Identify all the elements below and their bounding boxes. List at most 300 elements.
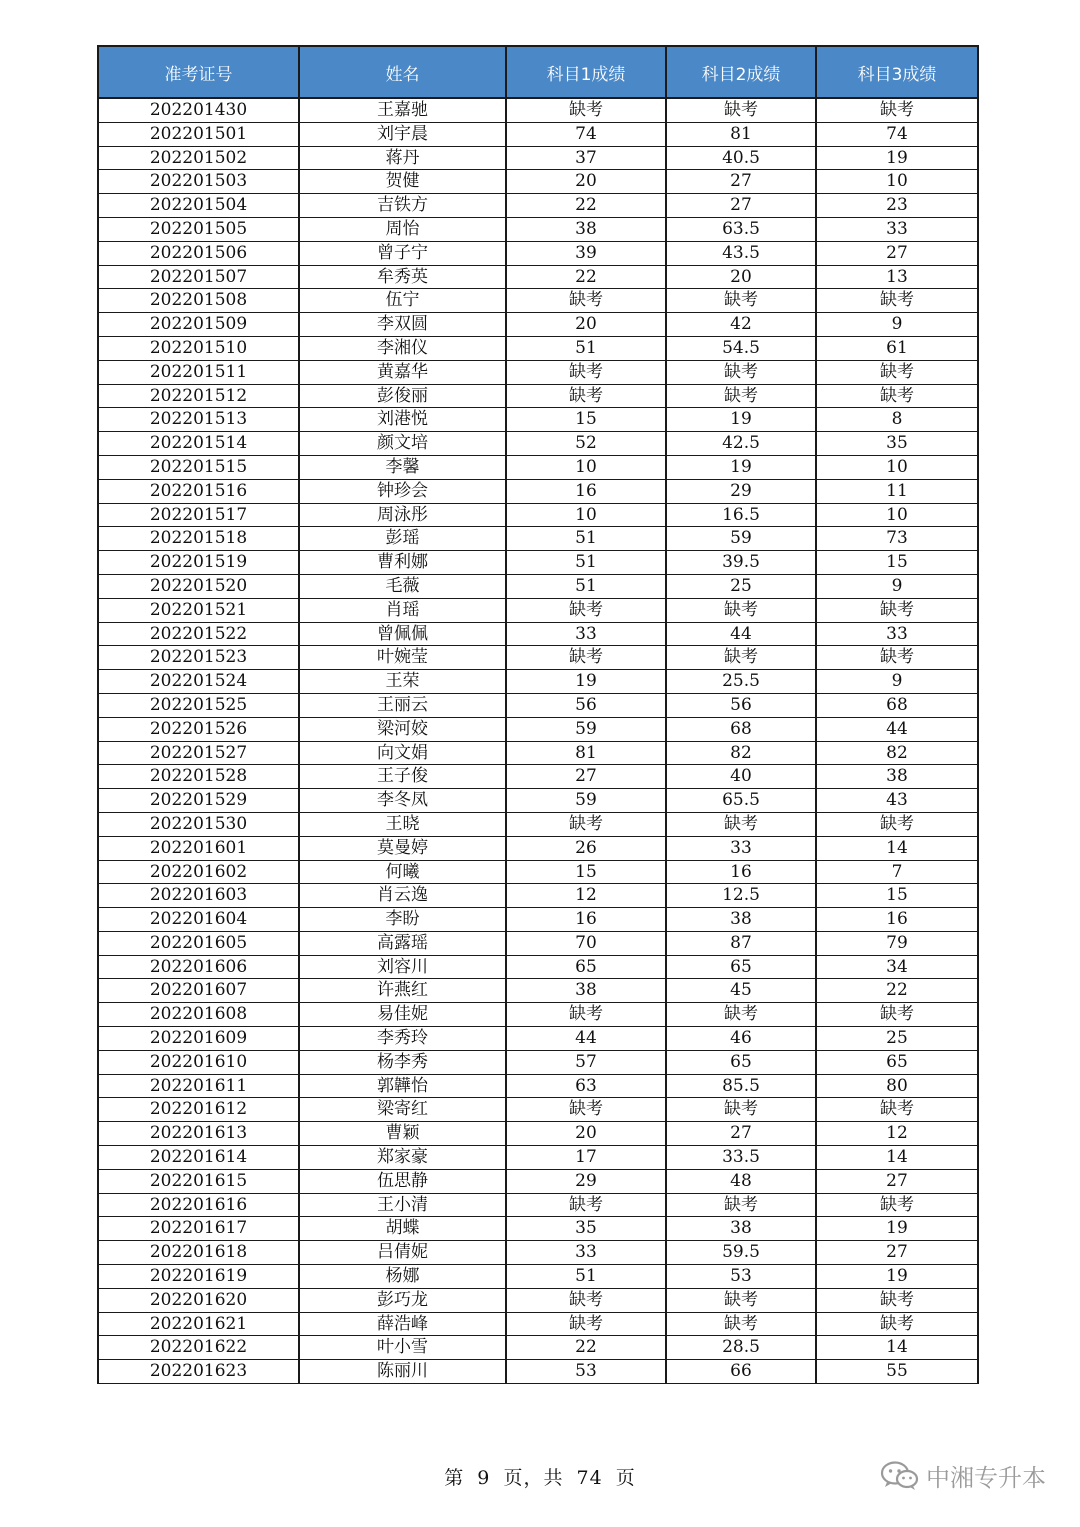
cell-exam-id: 202201501 — [98, 122, 299, 146]
page-suffix: 页 — [615, 1467, 636, 1489]
cell-exam-id: 202201527 — [98, 741, 299, 765]
cell-exam-id: 202201504 — [98, 194, 299, 218]
table-row — [98, 836, 978, 860]
cell-subject-3: 14 — [816, 836, 978, 860]
table-row — [98, 1098, 978, 1122]
cell-subject-3: 65 — [816, 1050, 978, 1074]
table-row — [98, 598, 978, 622]
cell-name: 何曦 — [299, 860, 506, 884]
cell-name: 陈丽川 — [299, 1360, 506, 1384]
cell-subject-2: 42 — [666, 313, 816, 337]
cell-subject-2: 缺考 — [666, 646, 816, 670]
table-row — [98, 931, 978, 955]
cell-name: 王小清 — [299, 1193, 506, 1217]
cell-name: 易佳妮 — [299, 1003, 506, 1027]
table-header — [98, 46, 978, 98]
cell-subject-2: 缺考 — [666, 1288, 816, 1312]
table-row — [98, 860, 978, 884]
cell-subject-1: 缺考 — [506, 289, 666, 313]
cell-subject-2: 56 — [666, 693, 816, 717]
cell-exam-id: 202201607 — [98, 979, 299, 1003]
cell-subject-1: 缺考 — [506, 1098, 666, 1122]
cell-exam-id: 202201616 — [98, 1193, 299, 1217]
table-row — [98, 265, 978, 289]
table-row — [98, 812, 978, 836]
table-row — [98, 741, 978, 765]
cell-name: 叶婉莹 — [299, 646, 506, 670]
cell-exam-id: 202201430 — [98, 98, 299, 122]
table-row — [98, 1122, 978, 1146]
cell-name: 杨娜 — [299, 1265, 506, 1289]
cell-subject-3: 19 — [816, 1217, 978, 1241]
table-row — [98, 503, 978, 527]
cell-subject-1: 44 — [506, 1027, 666, 1051]
table-row — [98, 170, 978, 194]
cell-name: 胡蝶 — [299, 1217, 506, 1241]
cell-name: 刘宇晨 — [299, 122, 506, 146]
table-row — [98, 574, 978, 598]
cell-exam-id: 202201518 — [98, 527, 299, 551]
cell-subject-3: 缺考 — [816, 1193, 978, 1217]
cell-subject-2: 65 — [666, 1050, 816, 1074]
cell-subject-2: 12.5 — [666, 884, 816, 908]
table-row — [98, 908, 978, 932]
cell-name: 王嘉驰 — [299, 98, 506, 122]
cell-subject-1: 20 — [506, 1122, 666, 1146]
cell-subject-3: 22 — [816, 979, 978, 1003]
table-row — [98, 1169, 978, 1193]
cell-subject-3: 73 — [816, 527, 978, 551]
table-row — [98, 527, 978, 551]
cell-subject-3: 82 — [816, 741, 978, 765]
cell-subject-3: 55 — [816, 1360, 978, 1384]
cell-subject-2: 48 — [666, 1169, 816, 1193]
cell-subject-2: 46 — [666, 1027, 816, 1051]
cell-name: 伍宁 — [299, 289, 506, 313]
cell-subject-3: 缺考 — [816, 598, 978, 622]
cell-exam-id: 202201605 — [98, 931, 299, 955]
cell-subject-1: 70 — [506, 931, 666, 955]
cell-subject-1: 12 — [506, 884, 666, 908]
cell-exam-id: 202201509 — [98, 313, 299, 337]
cell-subject-1: 38 — [506, 979, 666, 1003]
cell-subject-1: 22 — [506, 265, 666, 289]
cell-name: 王荣 — [299, 670, 506, 694]
score-table — [97, 45, 979, 1384]
cell-subject-1: 63 — [506, 1074, 666, 1098]
cell-name: 刘港悦 — [299, 408, 506, 432]
cell-subject-1: 缺考 — [506, 98, 666, 122]
cell-exam-id: 202201525 — [98, 693, 299, 717]
cell-subject-2: 缺考 — [666, 384, 816, 408]
cell-exam-id: 202201521 — [98, 598, 299, 622]
cell-subject-2: 38 — [666, 908, 816, 932]
cell-name: 彭俊丽 — [299, 384, 506, 408]
cell-name: 杨李秀 — [299, 1050, 506, 1074]
cell-subject-1: 10 — [506, 503, 666, 527]
cell-name: 李秀玲 — [299, 1027, 506, 1051]
cell-subject-3: 缺考 — [816, 1098, 978, 1122]
cell-subject-2: 缺考 — [666, 1312, 816, 1336]
cell-name: 李盼 — [299, 908, 506, 932]
table-row — [98, 646, 978, 670]
cell-subject-2: 59 — [666, 527, 816, 551]
cell-subject-3: 缺考 — [816, 1288, 978, 1312]
cell-subject-2: 44 — [666, 622, 816, 646]
cell-subject-3: 10 — [816, 503, 978, 527]
table-row — [98, 979, 978, 1003]
cell-subject-2: 42.5 — [666, 432, 816, 456]
table-body — [98, 98, 978, 1384]
cell-subject-3: 缺考 — [816, 289, 978, 313]
cell-subject-3: 27 — [816, 1241, 978, 1265]
cell-name: 肖瑶 — [299, 598, 506, 622]
cell-exam-id: 202201608 — [98, 1003, 299, 1027]
table-row — [98, 194, 978, 218]
table-row — [98, 670, 978, 694]
cell-subject-2: 27 — [666, 170, 816, 194]
table-row — [98, 1241, 978, 1265]
cell-subject-3: 80 — [816, 1074, 978, 1098]
table-row — [98, 241, 978, 265]
cell-subject-1: 57 — [506, 1050, 666, 1074]
cell-exam-id: 202201609 — [98, 1027, 299, 1051]
cell-subject-2: 33 — [666, 836, 816, 860]
cell-exam-id: 202201529 — [98, 789, 299, 813]
cell-subject-2: 缺考 — [666, 1098, 816, 1122]
cell-subject-3: 38 — [816, 765, 978, 789]
cell-subject-3: 43 — [816, 789, 978, 813]
cell-subject-1: 51 — [506, 336, 666, 360]
cell-subject-1: 59 — [506, 789, 666, 813]
cell-subject-1: 37 — [506, 146, 666, 170]
cell-exam-id: 202201606 — [98, 955, 299, 979]
cell-name: 许燕红 — [299, 979, 506, 1003]
cell-subject-2: 缺考 — [666, 1003, 816, 1027]
cell-subject-2: 38 — [666, 1217, 816, 1241]
cell-subject-3: 35 — [816, 432, 978, 456]
cell-subject-1: 51 — [506, 574, 666, 598]
cell-subject-2: 25.5 — [666, 670, 816, 694]
cell-name: 郑家豪 — [299, 1146, 506, 1170]
cell-subject-3: 15 — [816, 551, 978, 575]
cell-name: 曾佩佩 — [299, 622, 506, 646]
cell-subject-3: 11 — [816, 479, 978, 503]
table-row — [98, 622, 978, 646]
cell-exam-id: 202201523 — [98, 646, 299, 670]
cell-exam-id: 202201522 — [98, 622, 299, 646]
cell-exam-id: 202201508 — [98, 289, 299, 313]
cell-subject-3: 19 — [816, 1265, 978, 1289]
cell-name: 肖云逸 — [299, 884, 506, 908]
cell-exam-id: 202201506 — [98, 241, 299, 265]
cell-subject-2: 53 — [666, 1265, 816, 1289]
cell-exam-id: 202201502 — [98, 146, 299, 170]
cell-subject-3: 10 — [816, 455, 978, 479]
cell-subject-1: 16 — [506, 908, 666, 932]
header-exam-id: 准考证号 — [98, 46, 299, 98]
cell-subject-1: 35 — [506, 1217, 666, 1241]
watermark — [880, 1458, 1046, 1493]
cell-subject-3: 9 — [816, 670, 978, 694]
cell-name: 曹利娜 — [299, 551, 506, 575]
cell-subject-3: 缺考 — [816, 98, 978, 122]
cell-subject-1: 51 — [506, 527, 666, 551]
cell-subject-3: 27 — [816, 1169, 978, 1193]
table-row — [98, 432, 978, 456]
cell-subject-2: 68 — [666, 717, 816, 741]
cell-subject-2: 缺考 — [666, 598, 816, 622]
cell-subject-3: 79 — [816, 931, 978, 955]
cell-name: 毛薇 — [299, 574, 506, 598]
cell-subject-3: 14 — [816, 1146, 978, 1170]
cell-subject-2: 缺考 — [666, 812, 816, 836]
cell-subject-1: 81 — [506, 741, 666, 765]
table-row — [98, 1217, 978, 1241]
table-row — [98, 1336, 978, 1360]
cell-exam-id: 202201510 — [98, 336, 299, 360]
cell-name: 李馨 — [299, 455, 506, 479]
cell-subject-2: 54.5 — [666, 336, 816, 360]
cell-subject-1: 缺考 — [506, 812, 666, 836]
wechat-icon — [880, 1460, 920, 1492]
cell-subject-1: 缺考 — [506, 360, 666, 384]
cell-subject-2: 16 — [666, 860, 816, 884]
cell-subject-1: 缺考 — [506, 1003, 666, 1027]
cell-exam-id: 202201602 — [98, 860, 299, 884]
table-row — [98, 1146, 978, 1170]
cell-subject-2: 85.5 — [666, 1074, 816, 1098]
cell-exam-id: 202201511 — [98, 360, 299, 384]
cell-exam-id: 202201613 — [98, 1122, 299, 1146]
cell-subject-2: 19 — [666, 455, 816, 479]
cell-name: 蒋丹 — [299, 146, 506, 170]
cell-subject-2: 20 — [666, 265, 816, 289]
table-row — [98, 884, 978, 908]
cell-name: 梁寄红 — [299, 1098, 506, 1122]
cell-exam-id: 202201614 — [98, 1146, 299, 1170]
cell-subject-1: 10 — [506, 455, 666, 479]
cell-subject-1: 51 — [506, 1265, 666, 1289]
cell-name: 高露瑶 — [299, 931, 506, 955]
cell-name: 郭韡怡 — [299, 1074, 506, 1098]
cell-exam-id: 202201611 — [98, 1074, 299, 1098]
cell-subject-1: 22 — [506, 1336, 666, 1360]
cell-subject-3: 缺考 — [816, 812, 978, 836]
page-mid: 页，共 — [503, 1467, 564, 1489]
cell-subject-2: 28.5 — [666, 1336, 816, 1360]
cell-subject-1: 33 — [506, 1241, 666, 1265]
cell-subject-3: 34 — [816, 955, 978, 979]
cell-name: 李湘仪 — [299, 336, 506, 360]
cell-subject-2: 缺考 — [666, 1193, 816, 1217]
cell-exam-id: 202201620 — [98, 1288, 299, 1312]
cell-subject-3: 25 — [816, 1027, 978, 1051]
table-row — [98, 717, 978, 741]
cell-subject-2: 66 — [666, 1360, 816, 1384]
cell-name: 王丽云 — [299, 693, 506, 717]
cell-subject-3: 74 — [816, 122, 978, 146]
table-row — [98, 1027, 978, 1051]
cell-subject-2: 33.5 — [666, 1146, 816, 1170]
cell-subject-2: 缺考 — [666, 289, 816, 313]
cell-exam-id: 202201618 — [98, 1241, 299, 1265]
cell-exam-id: 202201623 — [98, 1360, 299, 1384]
cell-name: 黄嘉华 — [299, 360, 506, 384]
table-row — [98, 1265, 978, 1289]
cell-subject-2: 27 — [666, 194, 816, 218]
table-row — [98, 217, 978, 241]
table-row — [98, 955, 978, 979]
cell-name: 吕倩妮 — [299, 1241, 506, 1265]
cell-subject-1: 53 — [506, 1360, 666, 1384]
table-row — [98, 408, 978, 432]
cell-subject-1: 65 — [506, 955, 666, 979]
cell-name: 薛浩峰 — [299, 1312, 506, 1336]
cell-exam-id: 202201513 — [98, 408, 299, 432]
cell-subject-3: 44 — [816, 717, 978, 741]
cell-exam-id: 202201517 — [98, 503, 299, 527]
cell-subject-2: 40 — [666, 765, 816, 789]
cell-subject-2: 缺考 — [666, 98, 816, 122]
cell-subject-1: 16 — [506, 479, 666, 503]
cell-subject-1: 缺考 — [506, 646, 666, 670]
cell-name: 李冬凤 — [299, 789, 506, 813]
cell-subject-1: 38 — [506, 217, 666, 241]
cell-subject-2: 63.5 — [666, 217, 816, 241]
cell-name: 王子俊 — [299, 765, 506, 789]
table-row — [98, 313, 978, 337]
cell-exam-id: 202201524 — [98, 670, 299, 694]
cell-exam-id: 202201516 — [98, 479, 299, 503]
cell-exam-id: 202201507 — [98, 265, 299, 289]
cell-exam-id: 202201617 — [98, 1217, 299, 1241]
cell-name: 曹颖 — [299, 1122, 506, 1146]
cell-subject-2: 82 — [666, 741, 816, 765]
cell-subject-1: 33 — [506, 622, 666, 646]
cell-subject-3: 缺考 — [816, 360, 978, 384]
cell-name: 向文娟 — [299, 741, 506, 765]
cell-name: 钟珍会 — [299, 479, 506, 503]
cell-exam-id: 202201621 — [98, 1312, 299, 1336]
cell-name: 彭瑶 — [299, 527, 506, 551]
cell-name: 莫曼婷 — [299, 836, 506, 860]
table-row — [98, 122, 978, 146]
cell-subject-2: 45 — [666, 979, 816, 1003]
cell-subject-1: 59 — [506, 717, 666, 741]
cell-subject-1: 缺考 — [506, 1312, 666, 1336]
cell-subject-3: 16 — [816, 908, 978, 932]
cell-name: 牟秀英 — [299, 265, 506, 289]
cell-name: 吉铁方 — [299, 194, 506, 218]
cell-subject-2: 59.5 — [666, 1241, 816, 1265]
cell-subject-1: 缺考 — [506, 598, 666, 622]
cell-exam-id: 202201610 — [98, 1050, 299, 1074]
cell-subject-1: 缺考 — [506, 1193, 666, 1217]
page-prefix: 第 — [444, 1467, 465, 1489]
cell-subject-1: 52 — [506, 432, 666, 456]
cell-subject-1: 56 — [506, 693, 666, 717]
cell-name: 李双圆 — [299, 313, 506, 337]
cell-subject-3: 23 — [816, 194, 978, 218]
cell-subject-3: 19 — [816, 146, 978, 170]
cell-name: 颜文培 — [299, 432, 506, 456]
cell-name: 叶小雪 — [299, 1336, 506, 1360]
table-row — [98, 1360, 978, 1384]
cell-name: 周怡 — [299, 217, 506, 241]
cell-name: 周泳彤 — [299, 503, 506, 527]
cell-exam-id: 202201503 — [98, 170, 299, 194]
cell-exam-id: 202201515 — [98, 455, 299, 479]
cell-subject-1: 74 — [506, 122, 666, 146]
cell-subject-1: 20 — [506, 313, 666, 337]
cell-subject-3: 7 — [816, 860, 978, 884]
cell-exam-id: 202201619 — [98, 1265, 299, 1289]
cell-exam-id: 202201622 — [98, 1336, 299, 1360]
cell-exam-id: 202201519 — [98, 551, 299, 575]
cell-subject-1: 51 — [506, 551, 666, 575]
cell-subject-1: 17 — [506, 1146, 666, 1170]
cell-subject-3: 12 — [816, 1122, 978, 1146]
cell-subject-3: 15 — [816, 884, 978, 908]
table-row — [98, 789, 978, 813]
table-row — [98, 289, 978, 313]
cell-subject-2: 29 — [666, 479, 816, 503]
cell-exam-id: 202201612 — [98, 1098, 299, 1122]
cell-exam-id: 202201520 — [98, 574, 299, 598]
cell-name: 王晓 — [299, 812, 506, 836]
cell-subject-2: 39.5 — [666, 551, 816, 575]
cell-exam-id: 202201514 — [98, 432, 299, 456]
cell-subject-2: 87 — [666, 931, 816, 955]
table-row — [98, 336, 978, 360]
cell-exam-id: 202201615 — [98, 1169, 299, 1193]
cell-subject-3: 61 — [816, 336, 978, 360]
cell-subject-1: 19 — [506, 670, 666, 694]
cell-subject-1: 20 — [506, 170, 666, 194]
cell-subject-2: 16.5 — [666, 503, 816, 527]
cell-subject-3: 33 — [816, 622, 978, 646]
table-row — [98, 1003, 978, 1027]
table-row — [98, 693, 978, 717]
cell-exam-id: 202201601 — [98, 836, 299, 860]
header-subject-2: 科目2成绩 — [666, 46, 816, 98]
cell-subject-3: 33 — [816, 217, 978, 241]
cell-subject-2: 25 — [666, 574, 816, 598]
watermark-text: 中湘专升本 — [926, 1464, 1046, 1492]
cell-subject-3: 10 — [816, 170, 978, 194]
cell-subject-3: 缺考 — [816, 646, 978, 670]
cell-subject-3: 9 — [816, 574, 978, 598]
table-row — [98, 384, 978, 408]
cell-subject-3: 13 — [816, 265, 978, 289]
cell-exam-id: 202201512 — [98, 384, 299, 408]
cell-subject-3: 14 — [816, 1336, 978, 1360]
cell-subject-3: 缺考 — [816, 1312, 978, 1336]
table-row — [98, 765, 978, 789]
cell-subject-1: 26 — [506, 836, 666, 860]
cell-subject-1: 缺考 — [506, 1288, 666, 1312]
table-row — [98, 146, 978, 170]
cell-name: 贺健 — [299, 170, 506, 194]
cell-subject-1: 15 — [506, 408, 666, 432]
cell-subject-2: 65 — [666, 955, 816, 979]
cell-subject-2: 43.5 — [666, 241, 816, 265]
header-subject-3: 科目3成绩 — [816, 46, 978, 98]
cell-subject-1: 39 — [506, 241, 666, 265]
cell-subject-1: 22 — [506, 194, 666, 218]
cell-subject-2: 19 — [666, 408, 816, 432]
